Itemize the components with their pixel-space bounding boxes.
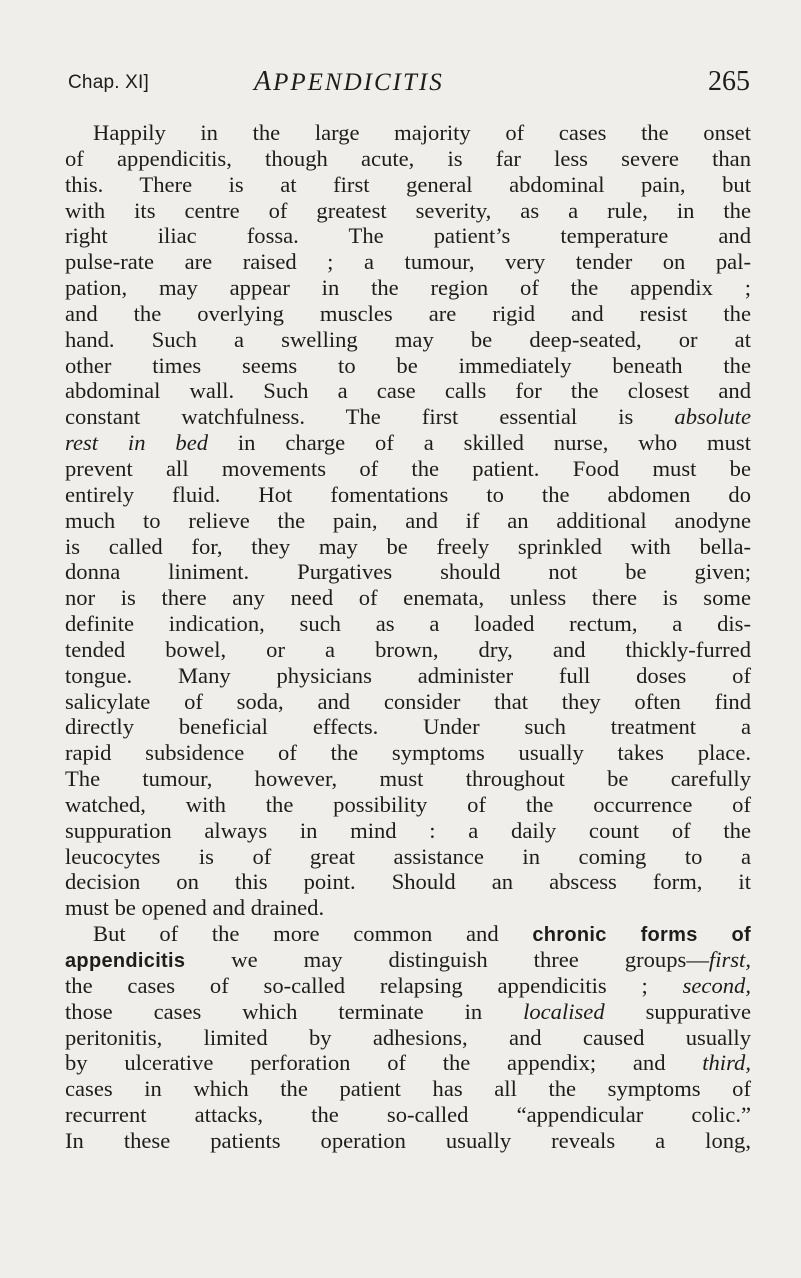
text-line bbox=[65, 1050, 751, 1076]
text-line: The tumour, however, must throughout be carefully bbox=[65, 766, 751, 792]
text-segment: in charge of a skilled nurse, who must bbox=[237, 430, 751, 456]
text-line bbox=[65, 921, 751, 947]
text-line bbox=[65, 404, 751, 430]
running-title bbox=[254, 66, 444, 98]
text-line: leucocytes is of great assistance in coming to a bbox=[65, 843, 751, 869]
running-title-initial: A bbox=[254, 66, 274, 97]
text-segment: the cases of so-called relapsing appendicitis ; bbox=[65, 972, 648, 998]
emphasis-localised: localised bbox=[523, 998, 605, 1024]
text-line: abdominal wall. Such a case calls for the closest and bbox=[65, 378, 751, 404]
text-line: In these patients operation usually reveals a long, bbox=[65, 1127, 751, 1153]
text-line: suppuration always in mind : a daily count of the bbox=[65, 817, 751, 843]
text-line: of appendicitis, though acute, is far less severe than bbox=[65, 145, 751, 171]
text-line: recurrent attacks, the so-called “appendicular colic.” bbox=[65, 1102, 751, 1128]
emphasis-absolute: absolute bbox=[674, 404, 751, 430]
text-segment: suppurative bbox=[645, 998, 751, 1024]
text-line: pulse-rate are raised ; a tumour, very tender on pal- bbox=[65, 249, 751, 275]
text-line: tended bowel, or a brown, dry, and thickly-furred bbox=[65, 636, 751, 662]
text-line bbox=[65, 973, 751, 999]
text-segment: we may distinguish three groups— bbox=[231, 947, 709, 972]
text-line bbox=[65, 999, 751, 1025]
text-line: decision on this point. Should an abscess form, it bbox=[65, 869, 751, 895]
text-line: much to relieve the pain, and if an additional anodyne bbox=[65, 507, 751, 533]
text-line: watched, with the possibility of the occurrence of bbox=[65, 791, 751, 817]
text-line: peritonitis, limited by adhesions, and caused usually bbox=[65, 1024, 751, 1050]
text-line: definite indication, such as a loaded rectum, a dis- bbox=[65, 611, 751, 637]
text-line: and the overlying muscles are rigid and resist the bbox=[65, 300, 751, 326]
bold-chronic-forms: chronic forms of bbox=[532, 924, 752, 947]
running-title-rest: PPENDICITIS bbox=[273, 69, 444, 96]
running-head bbox=[68, 66, 750, 102]
emphasis-second: second, bbox=[682, 972, 751, 998]
text-line: directly beneficial effects. Under such treatment a bbox=[65, 714, 751, 740]
text-line: entirely fluid. Hot fomentations to the abdomen do bbox=[65, 481, 751, 507]
text-line: rapid subsidence of the symptoms usually takes place. bbox=[65, 740, 751, 766]
text-segment: those cases which terminate in bbox=[65, 998, 483, 1024]
text-line: right iliac fossa. The patient’s temperature and bbox=[65, 223, 751, 249]
text-line: Happily in the large majority of cases the onset bbox=[93, 120, 751, 145]
text-line bbox=[65, 947, 751, 973]
text-line: with its centre of greatest severity, as a rule, in the bbox=[65, 197, 751, 223]
text-line: nor is there any need of enemata, unless there is some bbox=[65, 585, 751, 611]
text-line: donna liniment. Purgatives should not be given; bbox=[65, 559, 751, 585]
text-line: hand. Such a swelling may be deep-seated, or at bbox=[65, 326, 751, 352]
text-line: salicylate of soda, and consider that they often find bbox=[65, 688, 751, 714]
emphasis-rest-in-bed: rest in bed bbox=[65, 430, 209, 456]
emphasis-first: first, bbox=[708, 947, 751, 972]
text-line: this. There is at first general abdominal pain, but bbox=[65, 171, 751, 197]
text-line: other times seems to be immediately beneath the bbox=[65, 352, 751, 378]
text-line bbox=[65, 430, 751, 456]
text-line: prevent all movements of the patient. Food must be bbox=[65, 455, 751, 481]
text-line: must be opened and drained. bbox=[65, 895, 325, 921]
text-line: tongue. Many physicians administer full doses of bbox=[65, 662, 751, 688]
bold-appendicitis: appendicitis bbox=[65, 950, 186, 972]
text-segment: constant watchfulness. The first essential is bbox=[65, 404, 634, 430]
page-number: 265 bbox=[708, 66, 750, 97]
emphasis-third: third, bbox=[702, 1050, 751, 1076]
text-line: cases in which the patient has all the symptoms of bbox=[65, 1076, 751, 1102]
body-text bbox=[65, 120, 751, 1154]
text-line: pation, may appear in the region of the appendix ; bbox=[65, 275, 751, 301]
chapter-label: Chap. XI] bbox=[68, 72, 150, 93]
text-segment: But of the more common and bbox=[93, 921, 499, 947]
text-line: is called for, they may be freely sprinkled with bella- bbox=[65, 533, 751, 559]
text-segment: by ulcerative perforation of the appendix; and bbox=[65, 1050, 666, 1076]
